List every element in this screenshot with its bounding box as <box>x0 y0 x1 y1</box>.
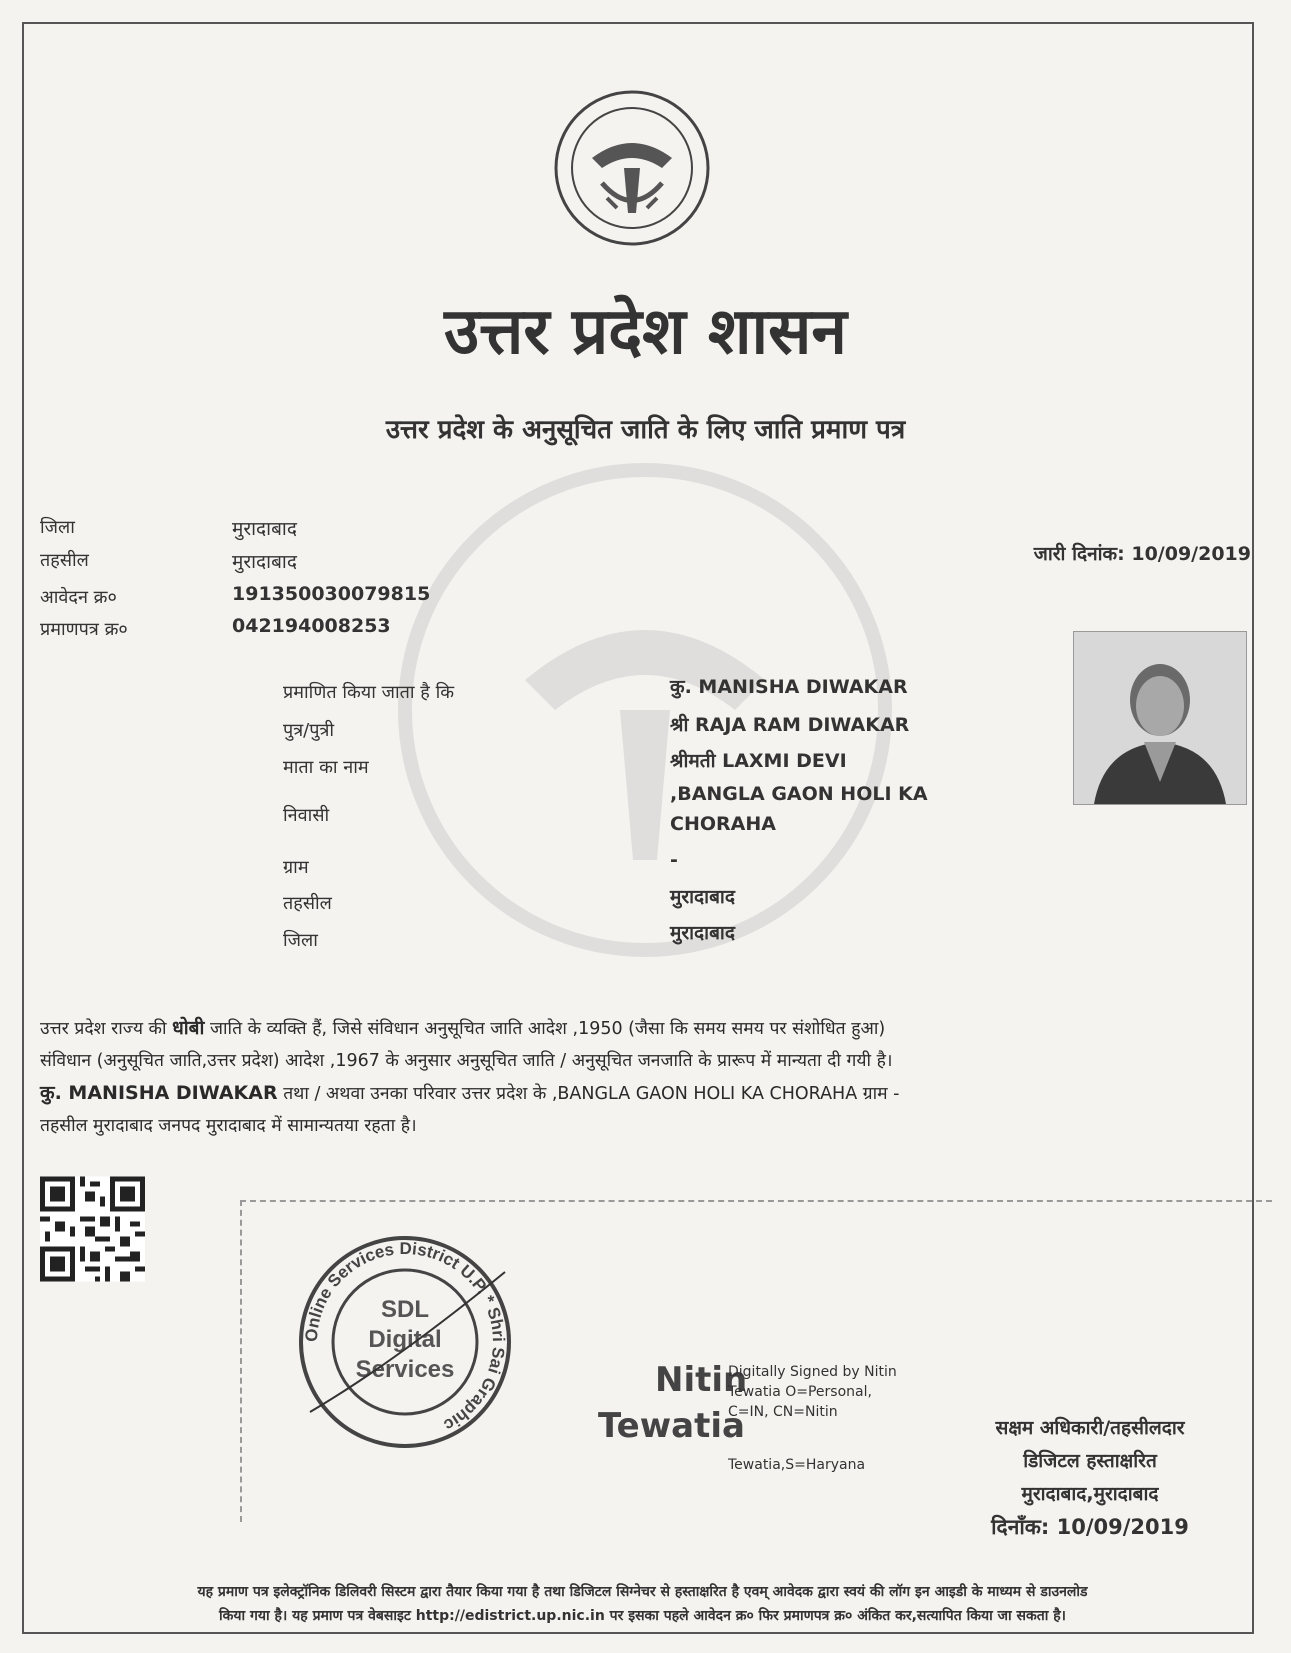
issue-date: जारी दिनांक: 10/09/2019 <box>1033 543 1251 565</box>
officer-title: सक्षम अधिकारी/तहसीलदार <box>995 1417 1185 1439</box>
mother-name-value: श्रीमती LAXMI DEVI <box>670 750 847 772</box>
sdl-digital-services-stamp <box>295 1232 515 1452</box>
tehsil-value: मुरादाबाद <box>232 551 297 573</box>
footer-line-2: किया गया है। यह प्रमाण पत्र वेबसाइट http://edistrict.up.nic.in पर इसका पहले आवेदन क्र० फिर प्रमाणपत्र क्र० अंकित कर,सत्यापित किया जा सकता है। <box>219 1608 1066 1624</box>
digital-signature-details: Digitally Signed by Nitin Tewatia O=Personal, C=IN, CN=Nitin <box>728 1364 897 1420</box>
up-state-emblem-icon <box>552 88 712 248</box>
officer-signed: डिजिटल हस्ताक्षरित <box>1023 1450 1157 1472</box>
body-line-2: संविधान (अनुसूचित जाति,उत्तर प्रदेश) आदेश ,1967 के अनुसार अनुसूचित जाति / अनुसूचित जनजाति के प्रारूप में मान्यता दी गयी है। <box>40 1051 893 1071</box>
officer-block <box>940 1412 1240 1544</box>
digital-signature-details-extra: Tewatia,S=Haryana <box>728 1457 866 1473</box>
application-number-label: आवेदन क्र० <box>40 587 117 608</box>
stamp-line-2: Digital <box>368 1326 442 1353</box>
district-label: जिला <box>40 517 75 538</box>
certified-name-value: कु. MANISHA DIWAKAR <box>670 676 908 698</box>
caste-name: धोबी <box>172 1017 205 1039</box>
certified-label: प्रमाणित किया जाता है कि <box>283 682 455 703</box>
person-district-value: मुरादाबाद <box>670 922 735 944</box>
body-line-1-end: जाति के व्यक्ति हैं, जिसे संविधान अनुसूचित जाति आदेश ,1950 (जैसा कि समय समय पर संशोधित हुआ) <box>204 1019 886 1039</box>
application-number-value: 191350030079815 <box>232 583 431 605</box>
certificate-subtitle: उत्तर प्रदेश के अनुसूचित जाति के लिए जाति प्रमाण पत्र <box>385 415 906 445</box>
person-tehsil-value: मुरादाबाद <box>670 886 735 908</box>
certificate-number-value: 042194008253 <box>232 615 391 637</box>
person-tehsil-label: तहसील <box>283 893 332 914</box>
stamp-line-3: Services <box>355 1356 455 1383</box>
resident-label: निवासी <box>283 805 330 826</box>
footer-note <box>40 1580 1245 1628</box>
footer-line-1: यह प्रमाण पत्र इलेक्ट्रॉनिक डिलिवरी सिस्टम द्वारा तैयार किया गया है तथा डिजिटल सिग्नेचर से हस्ताक्षरित है एवम् आवेदक द्वारा स्वयं की लॉग इन आइडी के माध्यम से डाउनलोड <box>197 1584 1088 1600</box>
mother-name-label: माता का नाम <box>283 757 369 778</box>
applicant-photo <box>1073 631 1247 805</box>
certificate-body <box>40 1012 1245 1142</box>
body-line-1-start: उत्तर प्रदेश राज्य की <box>40 1019 173 1039</box>
stamp-line-1: SDL <box>381 1296 429 1323</box>
body-person-name: कु. MANISHA DIWAKAR <box>40 1082 278 1104</box>
certificate-number-label: प्रमाणपत्र क्र० <box>40 619 128 640</box>
child-of-label: पुत्र/पुत्री <box>283 720 335 741</box>
father-name-value: श्री RAJA RAM DIWAKAR <box>670 714 910 736</box>
body-line-3-text: तथा / अथवा उनका परिवार उत्तर प्रदेश के ,BANGLA GAON HOLI KA CHORAHA ग्राम - <box>277 1084 900 1104</box>
person-district-label: जिला <box>283 930 318 951</box>
body-line-1 <box>40 1012 1245 1045</box>
village-label: ग्राम <box>283 857 309 878</box>
qr-code-icon <box>40 1175 145 1283</box>
officer-date: दिनाँक: 10/09/2019 <box>991 1515 1189 1539</box>
village-value: - <box>670 849 678 871</box>
officer-place: मुरादाबाद,मुरादाबाद <box>1021 1483 1159 1505</box>
signer-first-name: Nitin <box>655 1360 748 1400</box>
tehsil-label: तहसील <box>40 550 89 571</box>
signer-last-name: Tewatia <box>598 1406 745 1446</box>
page-title: उत्तर प्रदेश शासन <box>444 294 847 369</box>
district-value: मुरादाबाद <box>232 518 297 540</box>
resident-value: ,BANGLA GAON HOLI KA CHORAHA <box>670 783 928 835</box>
body-line-4: तहसील मुरादाबाद जनपद मुरादाबाद में सामान्यतया रहता है। <box>40 1116 417 1136</box>
body-line-3 <box>40 1077 1245 1110</box>
stamp-outer-text: Online Services District U.P. * Shri Sai Graphic <box>301 1238 509 1435</box>
